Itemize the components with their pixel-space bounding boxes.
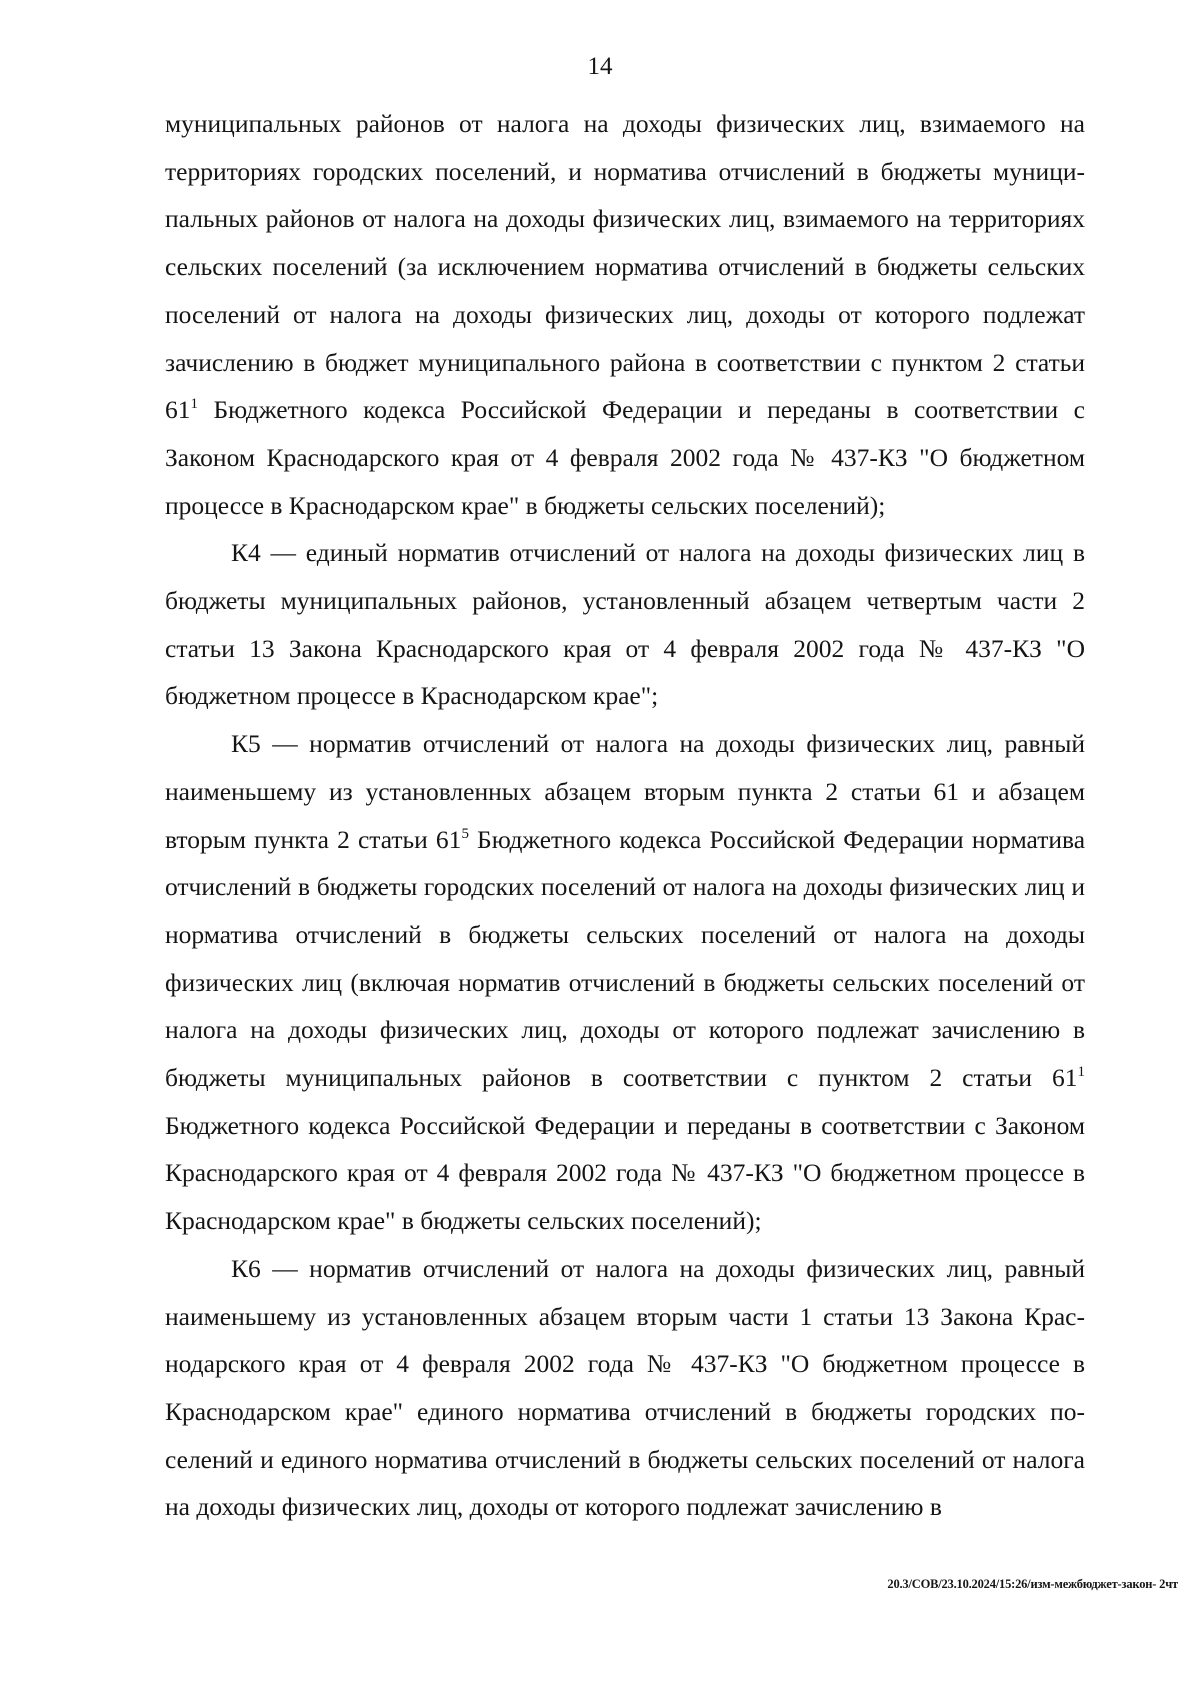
paragraph-k4 [165, 529, 1085, 720]
superscript: 5 [461, 825, 469, 842]
page-number: 14 [587, 53, 613, 80]
text-segment: Бюджетного кодекса Российской Федерации и переданы в соответствии с Законом Краснодарского края от 4 февраля 2002 года № 437-КЗ "О бюджетном процессе в Краснодарском крае" в бюджеты сельских поселений); [165, 395, 1085, 520]
text-segment: К4 — единый норматив отчислений от налога на доходы физических лиц в бюджеты муниципальных районов, установленный абзацем четвертым части 2 статьи 13 Закона Краснодарского края от 4 февраля 2002 года № 437-КЗ "О бюджетном процессе в Краснодарском крае"; [165, 538, 1085, 711]
text-segment: муниципальных районов от налога на доходы физических лиц, взимаемого на территориях городских поселений, и норматива отчислений в бюджеты муниципальных районов от налога на доходы физических лиц, взимаемого на территориях сельских поселений (за исключением норматива отчислений в бюджеты сельских поселений от налога на доходы физических лиц, доходы от которого подлежат зачислению в бюджет муниципального района в соответствии с пунктом 2 статьи 61 [165, 109, 1085, 425]
paragraph-k5 [165, 720, 1085, 1245]
text-segment: Бюджетного кодекса Российской Федерации норматива отчислений в бюджеты городских поселений от налога на доходы физических лиц и норматива отчислений в бюджеты сельских поселений от налога на доходы физических лиц (включая норматив отчислений в бюджеты сельских поселений от налога на доходы физических лиц, доходы от которого подлежат зачислению в бюджеты муниципальных районов в соответствии с пунктом 2 статьи 61 [165, 824, 1086, 1093]
document-body [165, 100, 1085, 1531]
text-segment: К5 — норматив отчислений от налога на доходы физических лиц, равный наименьшему из установленных абзацем вторым пункта 2 статьи 61 и абзацем вторым пункта 2 статьи 61 [165, 729, 1085, 854]
superscript: 1 [190, 396, 198, 413]
superscript: 1 [1077, 1064, 1085, 1081]
text-segment: Бюджетного кодекса Российской Федерации и переданы в соответствии с Законом Краснодарского края от 4 февраля 2002 года № 437-КЗ "О бюджетном процессе в Краснодарском крае" в бюджеты сельских поселений); [165, 1110, 1085, 1236]
paragraph-continuation [165, 100, 1085, 529]
text-segment: К6 — норматив отчислений от налога на доходы физических лиц, равный наименьшему из установленных абзацем вторым части 1 статьи 13 Закона Краснодарского края от 4 февраля 2002 года № 437-КЗ "О бюджетном процессе в Краснодарском крае" единого норматива отчислений в бюджеты городских поселений и единого норматива отчислений в бюджеты сельских поселений от налога на доходы физических лиц, доходы от которого подлежат зачислению в [165, 1253, 1085, 1522]
paragraph-k6 [165, 1245, 1085, 1531]
document-footer-code: 20.3/СОВ/23.10.2024/15:26/изм-межбюджет-закон- 2чт [887, 1577, 1178, 1591]
